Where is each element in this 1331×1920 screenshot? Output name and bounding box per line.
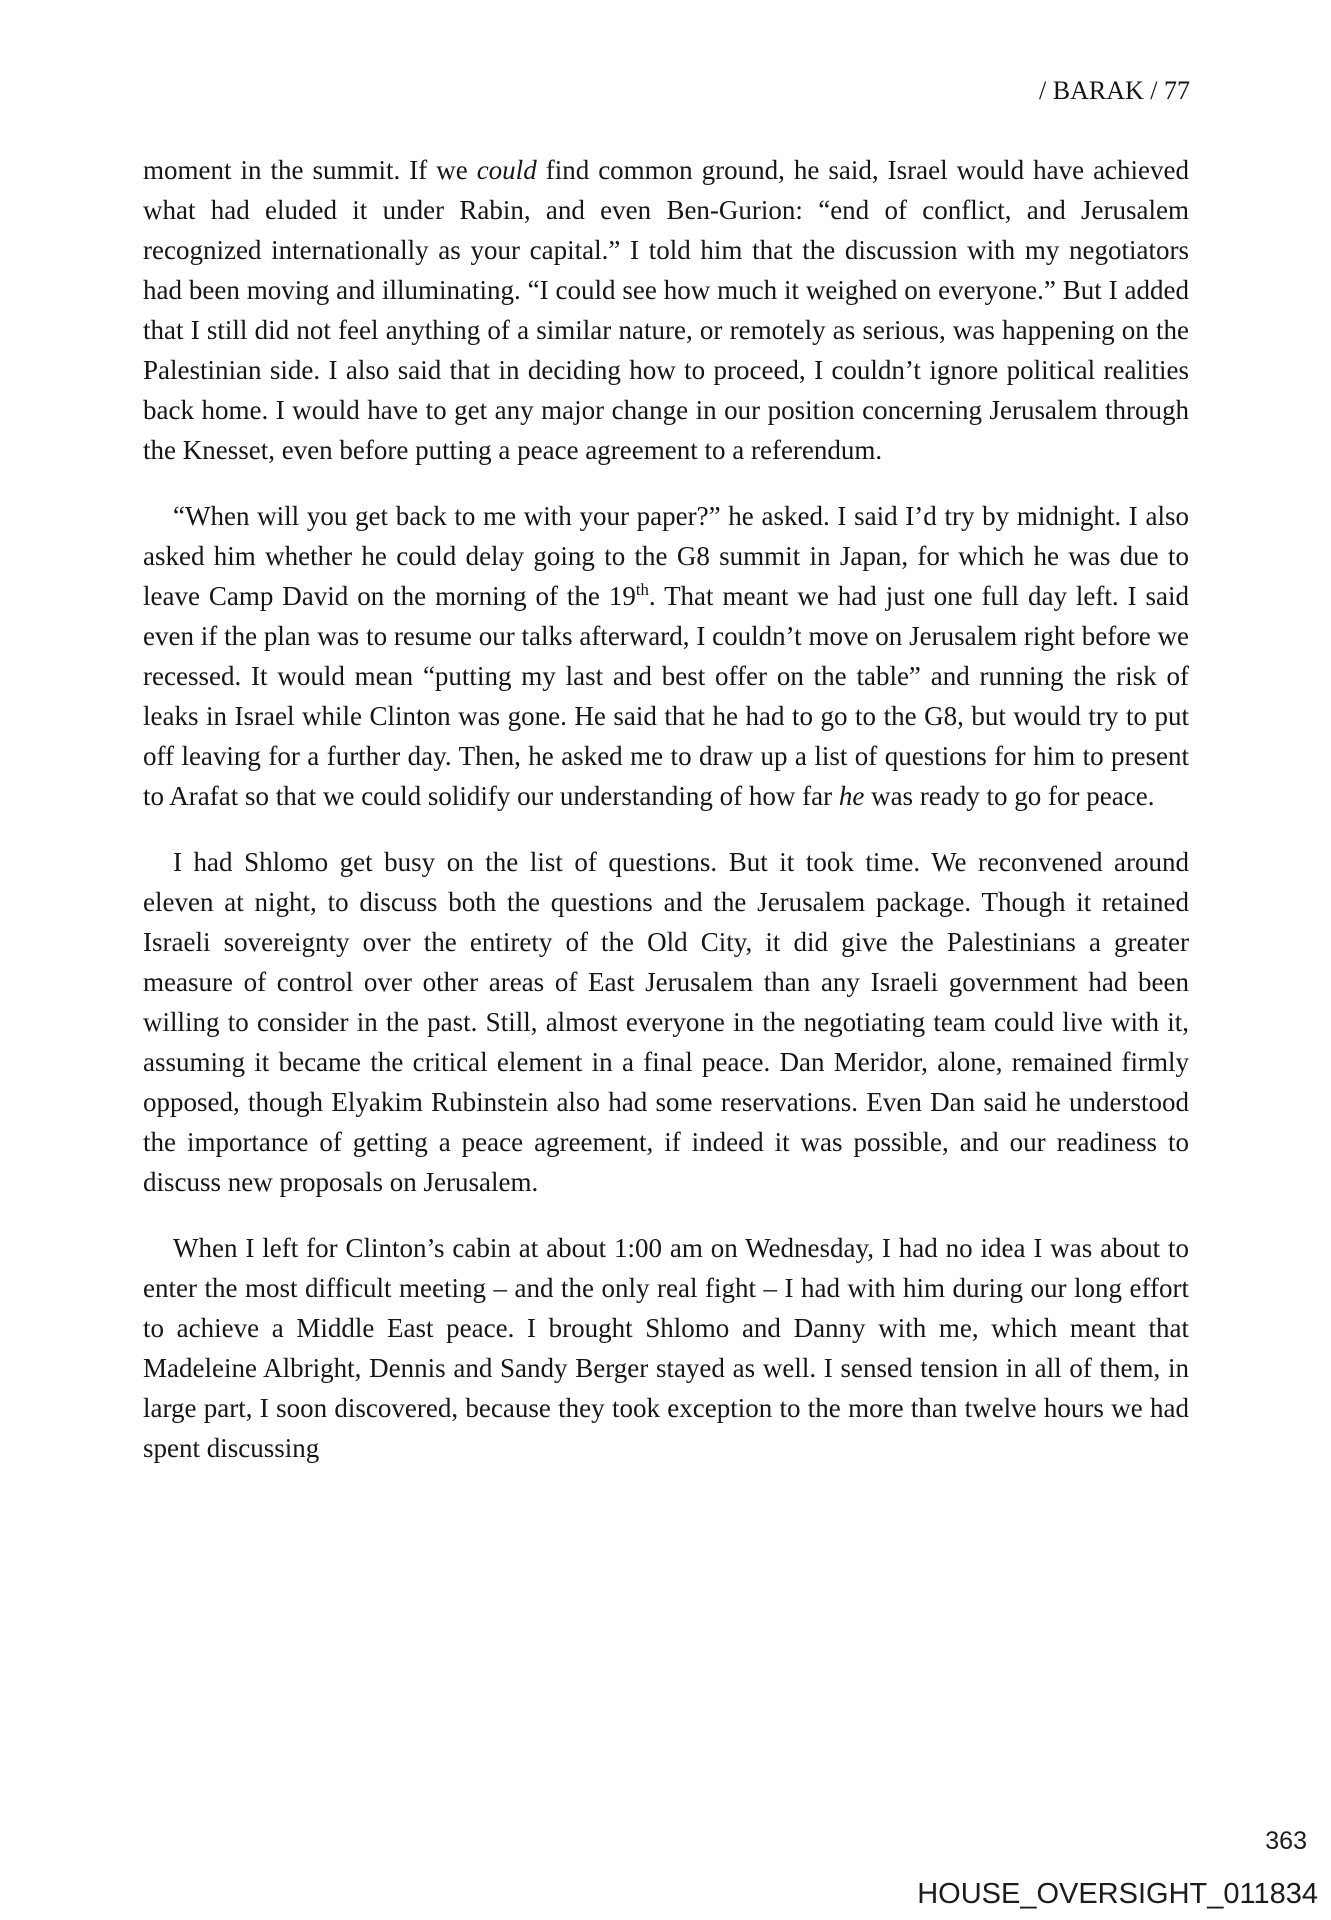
- bates-number: HOUSE_OVERSIGHT_011834: [917, 1878, 1318, 1910]
- text-run: . That meant we had just one full day left. I said even if the plan was to resume our talks afterward, I couldn’t move on Jerusalem right before we recessed. It would mean “putting my last and best offer on the table” and running the risk of leaks in Israel while Clinton was gone. He said that he had to go to the G8, but would try to put off leaving for a further day. Then, he asked me to draw up a list of questions for him to present to Arafat so that we could solidify our understanding of how far: [143, 581, 1189, 811]
- text-run: “When will you get back to me with your paper?” he asked. I said I’d try by midnight. I also asked him whether he could delay going to the G8 summit in Japan, for which he was due to leave Camp David on the morning of the 19: [143, 501, 1189, 611]
- text-run-italic: could: [476, 155, 537, 185]
- running-header: / BARAK / 77: [1039, 76, 1190, 105]
- paragraph: [143, 150, 1189, 470]
- text-run: moment in the summit. If we: [143, 155, 477, 185]
- text-run: I had Shlomo get busy on the list of questions. But it took time. We reconvened around eleven at night, to discuss both the questions and the Jerusalem package. Though it retained Israeli sovereignty over the entirety of the Old City, it did give the Palestinians a greater measure of control over other areas of East Jerusalem than any Israeli government had been willing to consider in the past. Still, almost everyone in the negotiating team could live with it, assuming it became the critical element in a final peace. Dan Meridor, alone, remained firmly opposed, though Elyakim Rubinstein also had some reservations. Even Dan said he understood the importance of getting a peace agreement, if indeed it was possible, and our readiness to discuss new proposals on Jerusalem.: [143, 847, 1189, 1197]
- paragraph: [143, 1228, 1189, 1468]
- body-text: [143, 150, 1189, 1468]
- text-run: When I left for Clinton’s cabin at about 1:00 am on Wednesday, I had no idea I was about to enter the most difficult meeting – and the only real fight – I had with him during our long effort to achieve a Middle East peace. I brought Shlomo and Danny with me, which meant that Madeleine Albright, Dennis and Sandy Berger stayed as well. I sensed tension in all of them, in large part, I soon discovered, because they took exception to the more than twelve hours we had spent discussing: [143, 1233, 1189, 1463]
- page-number: 363: [1265, 1827, 1307, 1855]
- paragraph: [143, 842, 1189, 1202]
- text-run: was ready to go for peace.: [864, 781, 1155, 811]
- paragraph: [143, 496, 1189, 816]
- text-run-italic: he: [838, 781, 865, 811]
- text-run-sup: th: [635, 580, 649, 599]
- text-run: find common ground, he said, Israel would have achieved what had eluded it under Rabin, and even Ben-Gurion: “end of conflict, and Jerusalem recognized internationally as your capital.” I told him that the discussion with my negotiators had been moving and illuminating. “I could see how much it weighed on everyone.” But I added that I still did not feel anything of a similar nature, or remotely as serious, was happening on the Palestinian side. I also said that in deciding how to proceed, I couldn’t ignore political realities back home. I would have to get any major change in our position concerning Jerusalem through the Knesset, even before putting a peace agreement to a referendum.: [143, 155, 1190, 465]
